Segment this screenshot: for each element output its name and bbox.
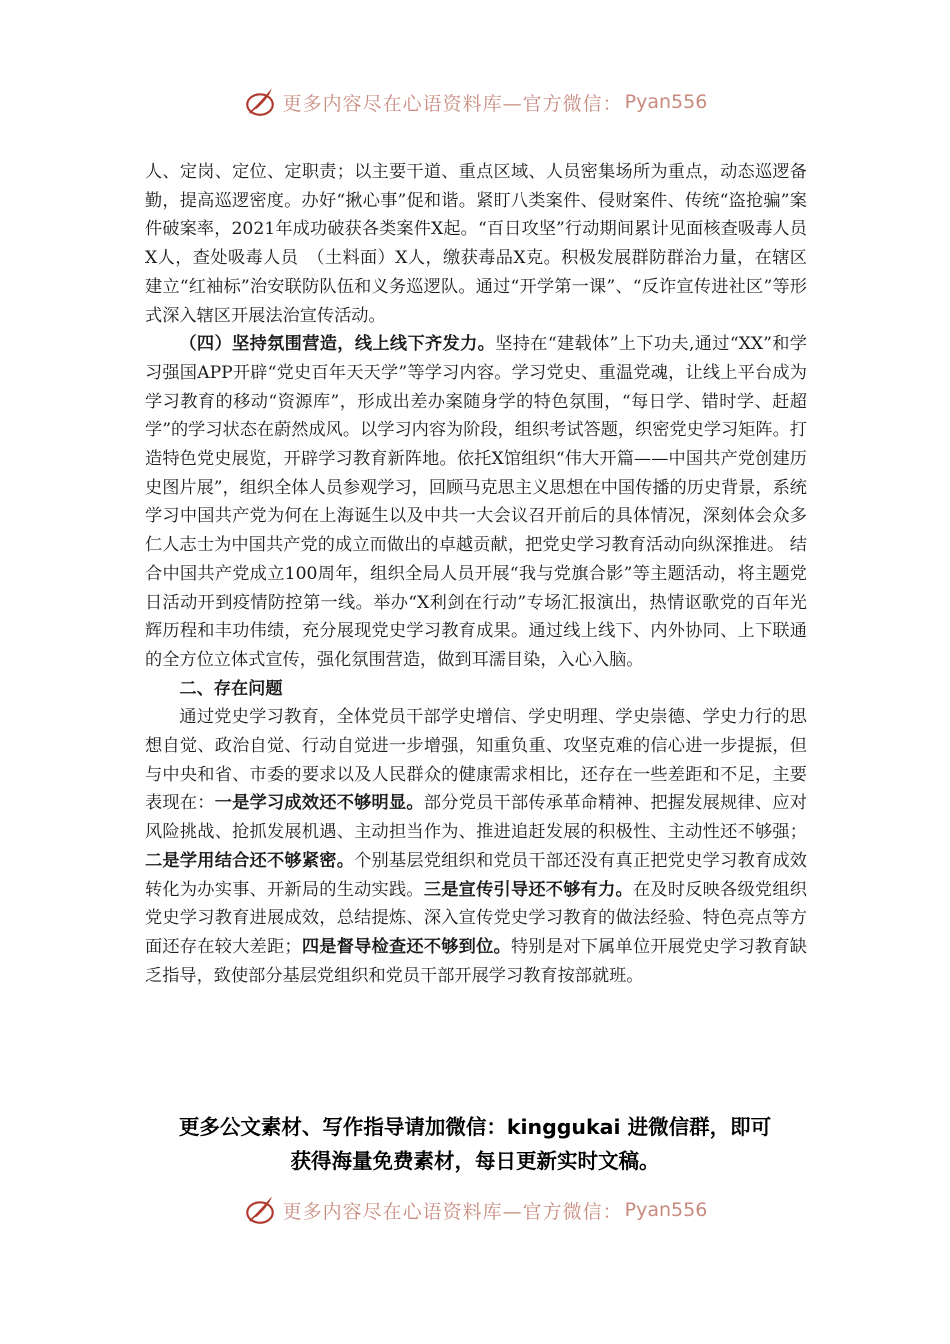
heading-existing-problems: 二、存在问题 bbox=[179, 678, 283, 699]
watermark-wechat-id: Pyan556 bbox=[624, 91, 708, 113]
promo-line-1: 更多公文素材、写作指导请加微信：kinggukai 进微信群，即可 bbox=[178, 1115, 772, 1139]
promo-line-2: 获得海量免费素材，每日更新实时文稿。 bbox=[290, 1149, 660, 1173]
watermark-banner-top bbox=[0, 82, 950, 122]
section-4-lead: （四）坚持氛围营造，线上线下齐发力。 bbox=[179, 334, 496, 355]
problem-3-text: 在及时反映各级党组织党史学习教育进展成效，总结提炼、深入宣传党史学习教育的做法经验、特色亮点等方面还存在较大差距； bbox=[145, 879, 807, 957]
problem-4-text: 特别是对下属单位开展党史学习教育缺乏指导，致使部分基层党组织和党员干部开展学习教育按部就班。 bbox=[145, 936, 807, 986]
problem-1-text: 部分党员干部传承革命精神、把握发展规律、应对风险挑战、抢抓发展机遇、主动担当作为、推进追赶发展的积极性、主动性还不够强； bbox=[145, 793, 807, 843]
watermark-text: 更多内容尽在心语资料库—官方微信： bbox=[282, 1200, 623, 1223]
problem-2-title: 二是学用结合还不够紧密。 bbox=[145, 850, 355, 871]
problem-4-title: 四是督导检查还不够到位。 bbox=[301, 936, 511, 957]
problem-1-title: 一是学习成效还不够明显。 bbox=[214, 793, 424, 814]
problems-intro: 通过党史学习教育，全体党员干部学史增信、学史明理、学史崇德、学史力行的思想自觉、政治自觉、行动自觉进一步增强，知重负重、攻坚克难的信心进一步提振，但与中央和省、市委的要求以及人民群众的健康需求相比，还存在一些差距和不足，主要表现在： bbox=[145, 707, 807, 814]
document-body bbox=[145, 158, 807, 990]
watermark-wechat-id: Pyan556 bbox=[624, 1199, 708, 1221]
promo-notice bbox=[130, 1110, 820, 1178]
problem-3-title: 三是宣传引导还不够有力。 bbox=[423, 879, 633, 900]
problem-2-text: 个别基层党组织和党员干部还没有真正把党史学习教育成效转化为办实事、开新局的生动实践。 bbox=[145, 850, 807, 900]
watermark-text: 更多内容尽在心语资料库—官方微信： bbox=[282, 92, 623, 115]
paragraph-3 bbox=[145, 703, 807, 990]
quill-logo-icon bbox=[243, 85, 277, 119]
watermark-banner-bottom bbox=[0, 1190, 950, 1230]
quill-logo-icon bbox=[243, 1193, 277, 1227]
paragraph-2 bbox=[145, 330, 807, 674]
section-4-body: 坚持在“建载体”上下功夫,通过“XX”和学习强国APP开辟“党史百年天天学”等学习内容。学习党史、重温党魂，让线上平台成为学习教育的移动“资源库”，形成出差办案随身学的特色氛围，“每日学、错时学、赶超学”的学习状态在蔚然成风。以学习内容为阶段，组织考试答题，织密党史学习矩阵。打造特色党史展览，开辟学习教育新阵地。依托X馆组织“伟大开篇——中国共产党创建历史图片展”，组织全体人员参观学习，回顾马克思主义思想在中国传播的历史背景，系统学习中国共产党为何在上海诞生以及中共一大会议召开前后的具体情况，深刻体会众多仁人志士为中国共产党的成立而做出的卓越贡献，把党史学习教育活动向纵深推进。 结合中国共产党成立100周年，组织全局人员开展“我与党旗合影”等主题活动，将主题党日活动开到疫情防控第一线。举办“X利剑在行动”专场汇报演出，热情讴歌党的百年光辉历程和丰功伟绩，充分展现党史学习教育成果。通过线上线下、内外协同、上下联通的全方位立体式宣传，强化氛围营造，做到耳濡目染，入心入脑。 bbox=[145, 334, 807, 670]
paragraph-1: 人、定岗、定位、定职责；以主要干道、重点区域、人员密集场所为重点，动态巡逻备勤，提高巡逻密度。办好“揪心事”促和谐。紧盯八类案件、侵财案件、传统“盗抢骗”案件破案率，2021年成功破获各类案件X起。“百日攻坚”行动期间累计见面核查吸毒人员X人，查处吸毒人员 （土料面）X人，缴获毒品X克。积极发展群防群治力量，在辖区建立“红袖标”治安联防队伍和义务巡逻队。通过“开学第一课”、“反诈宣传进社区”等形式深入辖区开展法治宣传活动。 bbox=[145, 162, 807, 326]
